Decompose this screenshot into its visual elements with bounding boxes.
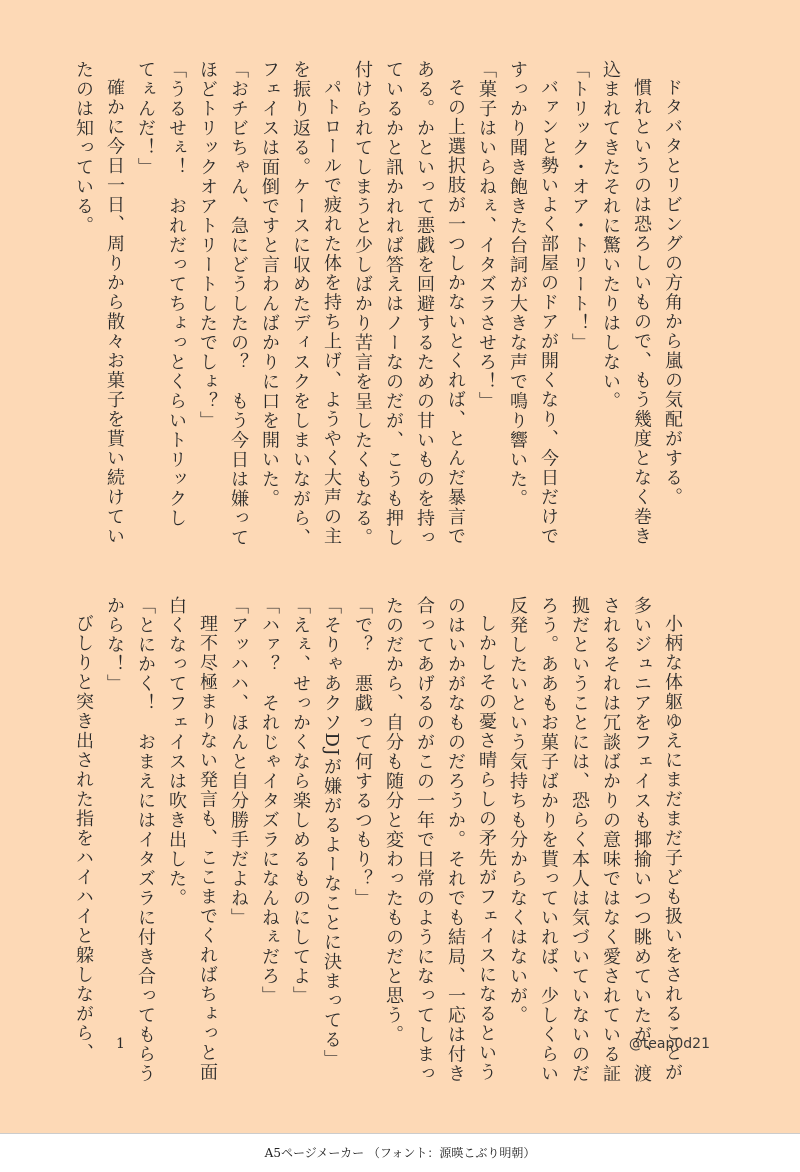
- text-line: されるそれは冗談ばかりの意味ではなく愛されている証: [600, 596, 621, 1084]
- text-line: 小柄な体躯ゆえにまだまだ子ども扱いをされることが: [662, 614, 683, 1082]
- text-line: たのだから、自分も随分と変わったものだと思う。: [383, 596, 404, 1045]
- author-credit: @teap0d21: [628, 1036, 710, 1052]
- text-line: 合ってあげるのがこの一年で日常のようになってしまっ: [414, 596, 435, 1084]
- text-line: 白くなってフェイスは吹き出した。: [166, 596, 187, 908]
- text-line: 「ハァ？ それじゃイタズラになんねぇだろ」: [259, 596, 280, 1006]
- text-line: びしりと突き出された指をハイハイと躱しながら、: [73, 614, 94, 1063]
- text-line: のはいかがなものだろうか。それでも結局、一応は付き: [445, 596, 466, 1084]
- text-line: 理不尽極まりない発言も、ここまでくればちょっと面: [197, 614, 218, 1082]
- text-line: 付けられてしまうと少しばかり苦言を呈したくもなる。: [352, 60, 373, 548]
- text-line: 慣れというのは恐ろしいもので、もう幾度となく巻き: [631, 78, 652, 546]
- upper-text-block: [68, 60, 688, 560]
- text-line: バァンと勢いよく部屋のドアが開くなり、今日だけで: [538, 78, 559, 546]
- text-line: 「アッハハ、ほんと自分勝手だよね」: [228, 596, 249, 928]
- text-line: たのは知っている。: [73, 60, 94, 236]
- footer-caption: A5ページメーカー （フォント：源暎こぶり明朝）: [0, 1133, 800, 1172]
- text-line: ある。かといって悪戯を回避するための甘いものを持っ: [414, 60, 435, 548]
- text-line: 「とにかく！ おまえにはイタズラに付き合ってもらう: [135, 596, 156, 1084]
- text-line: 「そりゃあクソDJが嫌がるよーなことに決まってる」: [321, 596, 342, 1070]
- text-line: 反発したいという気持ちも分からなくはないが。: [507, 596, 528, 1025]
- text-line: 「えぇ、せっかくなら楽しめるものにしてよ」: [290, 596, 311, 1006]
- text-line: ドタバタとリビングの方角から嵐の気配がする。: [662, 78, 683, 507]
- text-line: フェイスは面倒ですと言わんばかりに口を開いた。: [259, 60, 280, 509]
- text-line: 拠だということには、恐らく本人は気づいていないのだ: [569, 596, 590, 1084]
- text-line: ほどトリックオアトリートしたでしょ？」: [197, 60, 218, 431]
- text-line: 込まれてきたそれに驚いたりはしない。: [600, 60, 621, 411]
- text-line: 「で？ 悪戯って何するつもり？」: [352, 596, 373, 908]
- text-line: 「おチビちゃん、急にどうしたの？ もう今日は嫌って: [228, 60, 249, 548]
- text-line: てぇんだ！」: [135, 60, 156, 177]
- text-line: 「うるせぇ！ おれだってちょっとくらいトリックし: [166, 60, 187, 528]
- text-line: しかしその憂さ晴らしの矛先がフェイスになるという: [476, 614, 497, 1082]
- text-line: 多いジュニアをフェイスも揶揄いつつ眺めていたが、渡: [631, 596, 652, 1084]
- text-line: 確かに今日一日、周りから散々お菓子を貰い続けてい: [104, 78, 125, 546]
- page-number: 1: [116, 1036, 125, 1052]
- text-line: からな！」: [104, 596, 125, 694]
- text-line: ているかと訊かれれば答えはノーなのだが、こうも押し: [383, 60, 404, 548]
- text-line: 「菓子はいらねぇ、イタズラさせろ！」: [476, 60, 497, 411]
- text-line: を振り返る。ケースに収めたディスクをしまいながら、: [290, 60, 311, 548]
- text-line: その上選択肢が一つしかないとくれば、とんだ暴言で: [445, 78, 466, 546]
- text-line: すっかり聞き飽きた台詞が大きな声で鳴り響いた。: [507, 60, 528, 509]
- text-line: ろう。ああもお菓子ばかりを貰っていれば、少しくらい: [538, 596, 559, 1084]
- text-line: パトロールで疲れた体を持ち上げ、ようやく大声の主: [321, 78, 342, 546]
- text-line: 「トリック・オア・トリート！」: [569, 60, 590, 353]
